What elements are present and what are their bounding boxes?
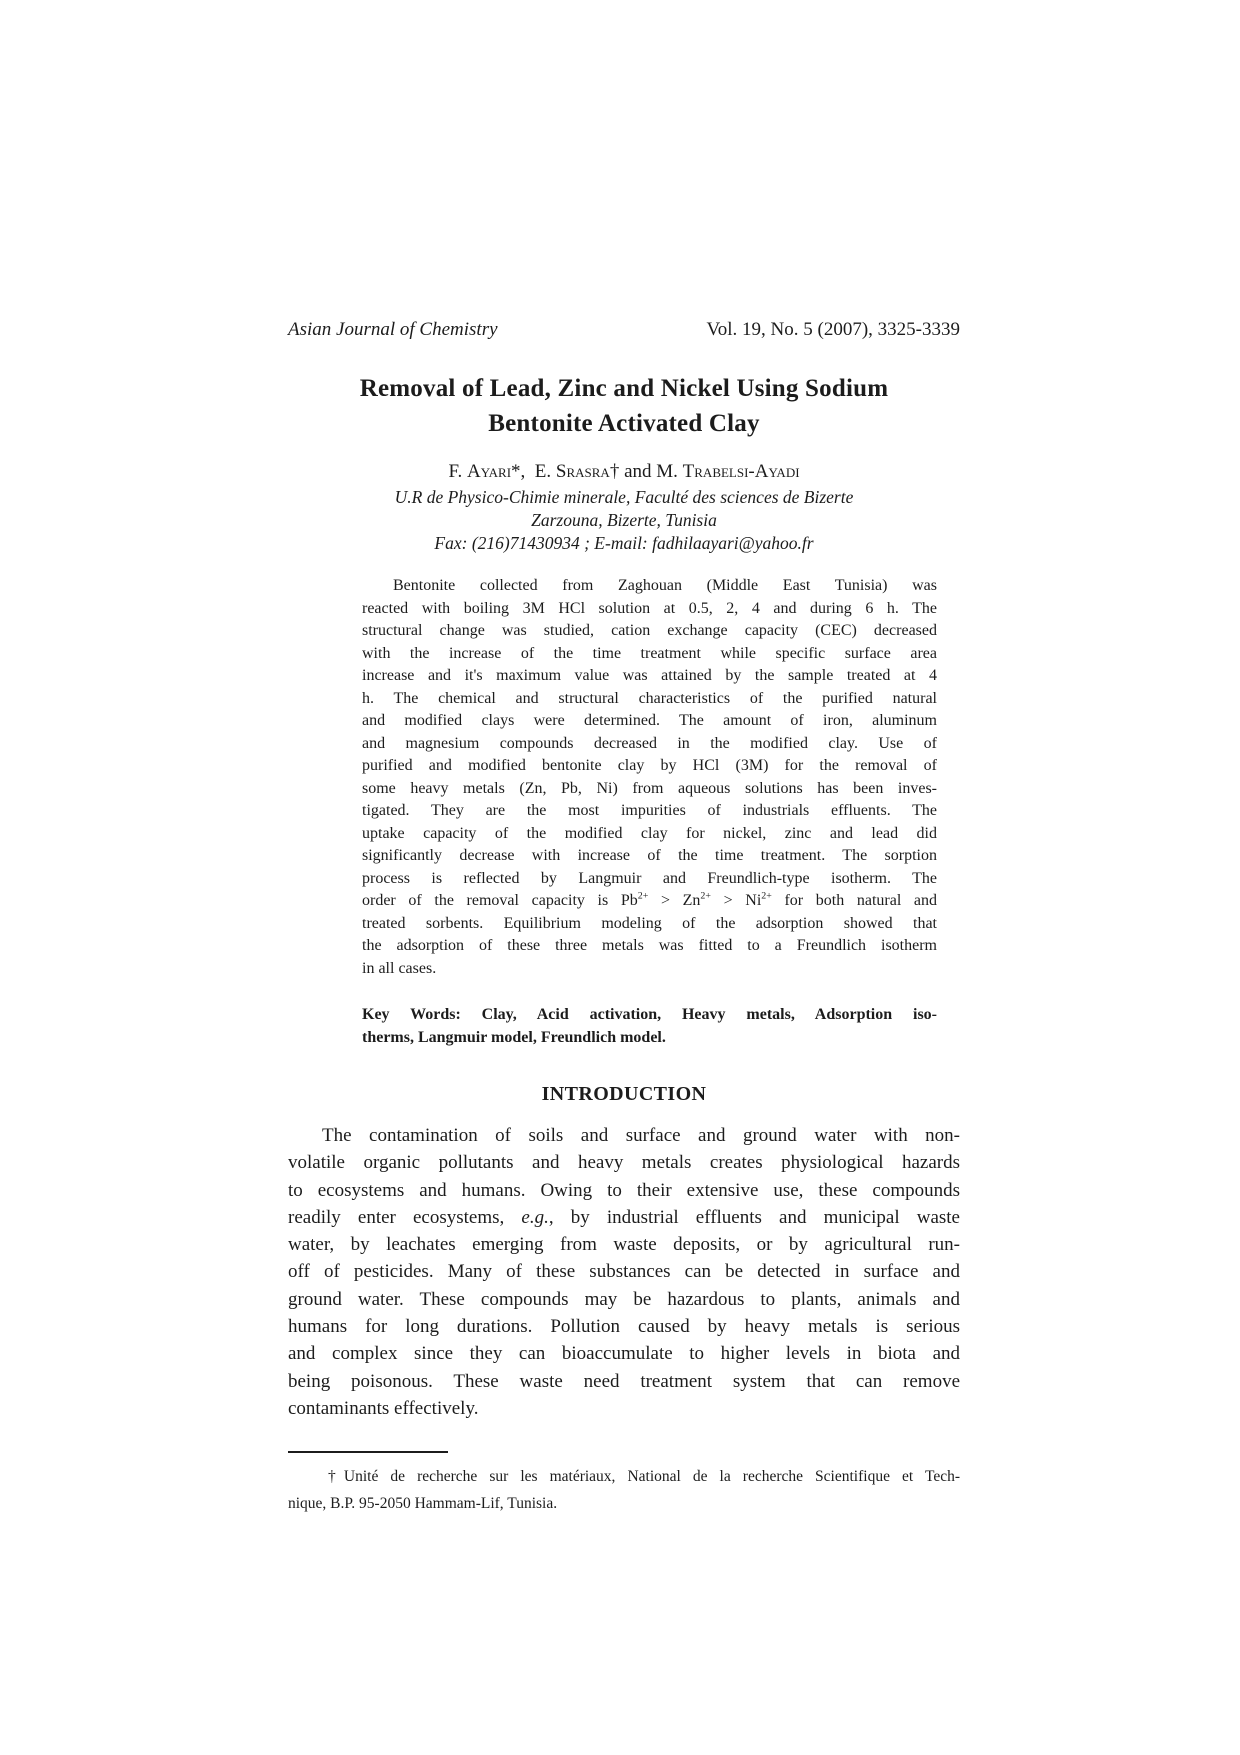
abstract-line: process is reflected by Langmuir and Freundlich-type isotherm. The: [362, 869, 937, 887]
journal-name: Asian Journal of Chemistry: [288, 319, 498, 340]
abstract-line: some heavy metals (Zn, Pb, Ni) from aqueous solutions has been inves-: [362, 779, 937, 797]
abstract-line: Bentonite collected from Zaghouan (Middle East Tunisia) was: [393, 577, 937, 594]
body-line: being poisonous. These waste need treatment system that can remove: [288, 1370, 960, 1392]
abstract-line: with the increase of the time treatment while specific surface area: [362, 644, 937, 662]
abstract-line: and magnesium compounds decreased in the modified clay. Use of: [362, 734, 937, 752]
footnote-rule: [288, 1451, 448, 1453]
body-line: off of pesticides. Many of these substances can be detected in surface and: [288, 1261, 960, 1283]
issue-info: Vol. 19, No. 5 (2007), 3325-3339: [706, 319, 960, 340]
affiliation-block: [288, 486, 960, 555]
keywords-line: therms, Langmuir model, Freundlich model.: [362, 1029, 666, 1046]
authors-line: F. Ayari*, E. Srasra† and M. Trabelsi-Ayadi: [448, 461, 800, 482]
abstract-line: the adsorption of these three metals was fitted to a Freundlich isotherm: [362, 937, 937, 954]
article-title: [288, 371, 960, 441]
body-line: readily enter ecosystems, e.g., by industrial effluents and municipal waste: [288, 1206, 960, 1228]
body-line: humans for long durations. Pollution caused by heavy metals is serious: [288, 1316, 960, 1338]
body-line: volatile organic pollutants and heavy metals creates physiological hazards: [288, 1152, 960, 1174]
abstract-line: structural change was studied, cation exchange capacity (CEC) decreased: [362, 622, 937, 639]
abstract-line: increase and it's maximum value was attained by the sample treated at 4: [362, 667, 937, 684]
abstract-line: reacted with boiling 3M HCl solution at 0.5, 2, 4 and during 6 h. The: [362, 599, 937, 617]
abstract-line: uptake capacity of the modified clay for nickel, zinc and lead did: [362, 824, 937, 842]
keywords-line: Key Words: Clay, Acid activation, Heavy metals, Adsorption iso-: [362, 1006, 937, 1023]
body-line: contaminants effectively.: [288, 1397, 479, 1419]
affiliation-line: Fax: (216)71430934 ; E-mail: fadhilaayari@yahoo.fr: [434, 533, 814, 553]
footnote-line: †Unité de recherche sur les matériaux, National de la recherche Scientifique et Tech-: [328, 1468, 960, 1486]
abstract-line: treated sorbents. Equilibrium modeling of the adsorption showed that: [362, 914, 937, 932]
affiliation-line: U.R de Physico-Chimie minerale, Faculté des sciences de Bizerte: [394, 487, 854, 507]
abstract-line: and modified clays were determined. The amount of iron, aluminum: [362, 712, 937, 729]
body-line: and complex since they can bioaccumulate to higher levels in biota and: [288, 1343, 960, 1365]
article-title-line-1: Removal of Lead, Zinc and Nickel Using Sodium: [359, 375, 889, 402]
running-header: [288, 318, 960, 341]
footnote-line: nique, B.P. 95-2050 Hammam-Lif, Tunisia.: [288, 1495, 558, 1513]
text-column: [288, 318, 960, 1517]
abstract-line: tigated. They are the most impurities of industrials effluents. The: [362, 802, 937, 819]
body-line: ground water. These compounds may be hazardous to plants, animals and: [288, 1288, 960, 1310]
abstract-line: purified and modified bentonite clay by HCl (3M) for the removal of: [362, 757, 937, 774]
body-line: The contamination of soils and surface and ground water with non-: [322, 1125, 960, 1146]
article-title-line-2: Bentonite Activated Clay: [488, 410, 760, 437]
footnote-block: [288, 1463, 960, 1517]
abstract-line: in all cases.: [362, 959, 437, 977]
body-line: to ecosystems and humans. Owing to their extensive use, these compounds: [288, 1179, 960, 1201]
abstract-line: h. The chemical and structural characteristics of the purified natural: [362, 689, 937, 707]
abstract-line: order of the removal capacity is $Pb^{2+} > Zn^{2+} > Ni^{2+}$ for both natural and: [362, 890, 938, 909]
abstract-block: [362, 575, 937, 980]
introduction-heading: INTRODUCTION: [541, 1083, 707, 1105]
keywords-block: [362, 1003, 937, 1049]
abstract-line: significantly decrease with increase of the time treatment. The sorption: [362, 847, 937, 864]
introduction-paragraph: [288, 1122, 960, 1422]
body-line: water, by leachates emerging from waste deposits, or by agricultural run-: [288, 1234, 960, 1256]
affiliation-line: Zarzouna, Bizerte, Tunisia: [531, 510, 717, 530]
